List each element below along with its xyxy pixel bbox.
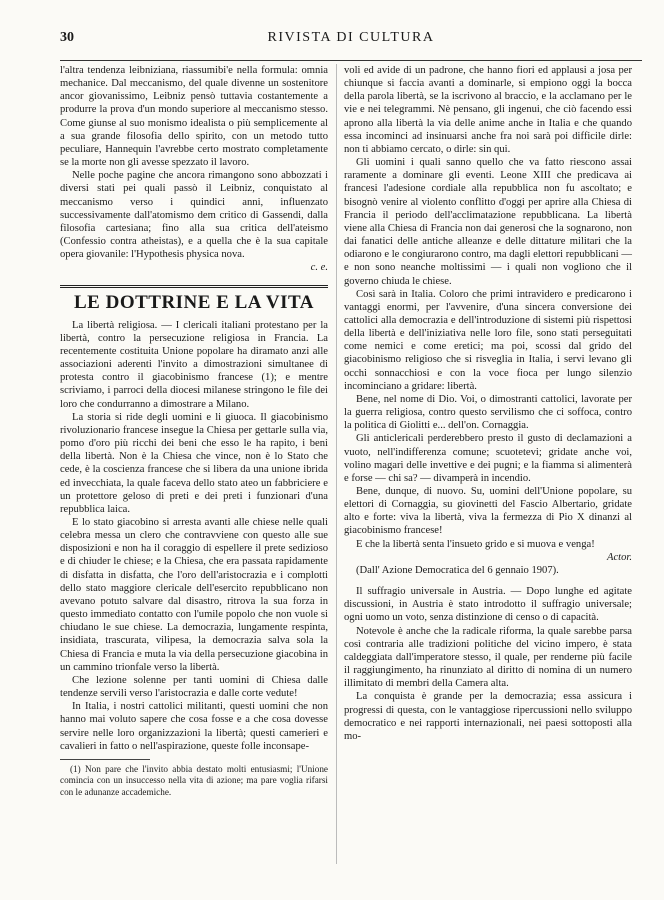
header-rule xyxy=(60,60,642,61)
article-source: (Dall' Azione Democratica del 6 gennaio 1907). xyxy=(356,564,559,576)
article-paragraph-3: E lo stato giacobino si arresta avanti alle chiese nelle quali celebra messa un clero che contravviene con questo alle sue disposizioni e non ha il coraggio di espellere il prete sedizioso e di chiuder le chiese; e la Chiesa, che era passata rapidamente di disfatta in disfatta, che l'oro dell'aristocrazia e i complotti dello stato maggiore clericale dell'esercito repubblicano non avevano potuto salvare dal disastro, ritrova la sua forza in questo immediato contatto con l'umile popolo che non vuole si chiudano le sue chiese. La democrazia, lungamente respinta, insidiata, trascurata, vilipesa, la democrazia salva sola la Chiesa di Francia e muta la via della persecuzione giacobina in un cammino trionfale verso la libertà. xyxy=(60,517,328,673)
section-title: LE DOTTRINE E LA VITA xyxy=(74,291,314,313)
continuation-paragraph-2: Gli uomini i quali sanno quello che va fatto riescono assai raramente a dominare gli eventi. Leone XIII che predicava ai francesi l'adesione cordiale alla repubblica non fu ascoltato; e bisognò venire al violento conflitto d'oggi per aprire alla Chiesa di Francia il periodo dell'acclimatazione repubblicana. La libertà viene alla Chiesa di Francia non dai generosi che la sognarono, non dai fanatici delle antiche alleanze e delle dittature militari che la odiarono e le congiurarono contro, ma dagli elettori repubblicani — e non sono neanche moltissimi — i quali non vogliono che il governo chiuda le chiese. xyxy=(344,157,632,287)
article-paragraph-4: Che lezione solenne per tanti uomini di Chiesa dalle tendenze servili verso l'aristocrazia e dalle corte vedute! xyxy=(60,674,328,700)
continuation-paragraph-5: Gli anticlericali perderebbero presto il gusto di declamazioni a vuoto, nell'indifferenza comune; scuotetevi; gridate anche voi, volino magari delle invettive e dei pugni; e la fiamma si alimenterà e forse — chi sa? — divamperà in incendio. xyxy=(344,433,632,484)
intro-paragraph-2: Nelle poche pagine che ancora rimangono sono abbozzati i diversi stati pei quali passò il Leibniz, conquistato al meccanismo verso i quindici anni, influenzato successivamente dall'atomismo dem critico di Gassendi, dalla filosofia cartesiana; fino alla sua critica dell'ateismo (Confessio contra atheistas), e a quella che è la sua capitale opera giovanile: l'Hypothesis physica nova. xyxy=(60,170,328,261)
page-number: 30 xyxy=(60,30,74,45)
article-paragraph-2: La storia si ride degli uomini e li giuoca. Il giacobinismo rivoluzionario francese insegue la Chiesa per gettarle sulla via, pomo d'oro più ricchi dei beni che esso le ha rapito, i beni della libertà. Non è la Chiesa che vince, non è lo Stato che cede, è la coscienza francese che si libera da una unione ibrida ed invecchiata, la quale faceva dello stato ateo un fabbriciere e un protettore geloso di preti e dei preti i funzionari d'una repubblica laica. xyxy=(60,411,328,515)
spacer xyxy=(344,577,632,585)
footnote: (1) Non pare che l'invito abbia destato molti entusiasmi; l'Unione comincia con un insuccesso nella vita di azione; ma pare voglia rifarsi con le adunanze accademiche. xyxy=(60,763,328,797)
column-divider xyxy=(336,64,337,864)
article-signature: Actor. xyxy=(606,551,632,563)
intro-signature: c. e. xyxy=(310,262,328,274)
running-title: RIVISTA DI CULTURA xyxy=(267,30,435,45)
article-paragraph-1: La libertà religiosa. — I clericali italiani protestano per la libertà, contro la persecuzione religiosa in Francia. La recentemente costituita Unione popolare ha diramato anzi alle associazioni aderenti l'invito a dimostrazioni simultanee di protesta contro il giacobinismo francese (1); e mentre scriviamo, i parroci della diocesi milanese stringono le file dei loro che condurranno a dimostrare a Milano. xyxy=(60,319,328,410)
continuation-paragraph-4: Bene, nel nome di Dio. Voi, o dimostranti cattolici, lavorate per la guerra religiosa, contro questo servilismo che ci soffoca, contro la politica di Giolitti e... dell'on. Cornaggia. xyxy=(344,393,632,432)
continuation-paragraph-7: E che la libertà senta l'insueto grido e si muova e venga! xyxy=(356,538,595,550)
intro-paragraph-1: l'altra tendenza leibniziana, riassumibi'e nella formula: omnia mechanice. Dal meccanismo, del quale divenne un sostenitore ancor giovanissimo, Leibniz pensò tuttavia costantemente a produrre la prova d'un mondo superiore al meccanismo stesso. Come giunse al suo monismo idealista o più semplicemente al a sua grande filosofia dello spirito, con un metodo tutto peculiare, Hannequin l'avrebbe certo mostrato completamente se la morte non gli avesse spezzato il lavoro. xyxy=(60,65,328,169)
article-paragraph-5: In Italia, i nostri cattolici militanti, questi uomini che non hanno mai voluto sapere che cosa fosse e a che cosa dovesse servire nelle loro organizzazioni la libertà; questi camerieri e cavalieri in fatto o nell'aspirazione, queste folle inconsape- xyxy=(60,701,328,752)
suffrage-paragraph-2: Notevole è anche che la radicale riforma, la quale sarebbe parsa così contraria alle tradizioni politiche del vicino impero, è stata caldeggiata dall'imperatore stesso, il quale, per renderne più facile il raggiungimento, ha rinunziato al diritto di nomina di un numero illimitato di membri della Camera alta. xyxy=(344,625,632,690)
left-column xyxy=(60,64,328,798)
suffrage-paragraph-1: Il suffragio universale in Austria. — Dopo lunghe ed agitate discussioni, in Austria è stato introdotto il suffragio universale; ogni uomo un voto, senza distinzione di censo o di capacità. xyxy=(344,586,632,624)
continuation-paragraph-1: voli ed avide di un padrone, che hanno fiori ed applausi a josa per chiunque si faccia avanti a dominarle, si empiono oggi la bocca della parola libertà, se la iscrivono al braccio, e la acclamano per le vie e nei telegrammi. Nè pensano, gli ingenui, che ciò facendo essi aprono alla libertà la via delle anime anche in Italia e che quando essa incominci ad insinuarsi anche fra noi sarà poi difficile dirle: non ti abbiamo cercato, o dirle: sin qui. xyxy=(344,65,632,155)
right-column xyxy=(344,64,632,743)
continuation-paragraph-3: Così sarà in Italia. Coloro che primi intravidero e predicarono i vantaggi enormi, per l'avvenire, d'una sincera conversione dei cattolici alla democrazia e dell'introduzione di sistemi più rispettosi della libertà e dell'iniziativa nelle loro file, sono stati perseguitati come nemici e come eretici; ma poi, scossi dal grido del giacobinismo religioso che si risveglia in Italia, i servi levano gli occhi sonnacchiosi e con la voce fioca per lungo silenzio incominciano a gridare: libertà. xyxy=(344,288,632,392)
suffrage-paragraph-3: La conquista è grande per la democrazia; essa assicura i progressi di questa, con le vantaggiose ripercussioni nello sviluppo democratico e nei rapporti internazionali, nei paesi sottoposti alla mo- xyxy=(344,691,632,742)
continuation-paragraph-6: Bene, dunque, di nuovo. Su, uomini dell'Unione popolare, su elettori di Cornaggia, su giovinetti del Fascio Albertario, gridate alto e forte: viva la libertà, viva la fermezza di Pio X dinanzi al giacobinismo francese! xyxy=(344,486,632,537)
page-header xyxy=(60,30,642,52)
section-rule xyxy=(60,285,328,288)
footnote-rule xyxy=(60,759,150,760)
